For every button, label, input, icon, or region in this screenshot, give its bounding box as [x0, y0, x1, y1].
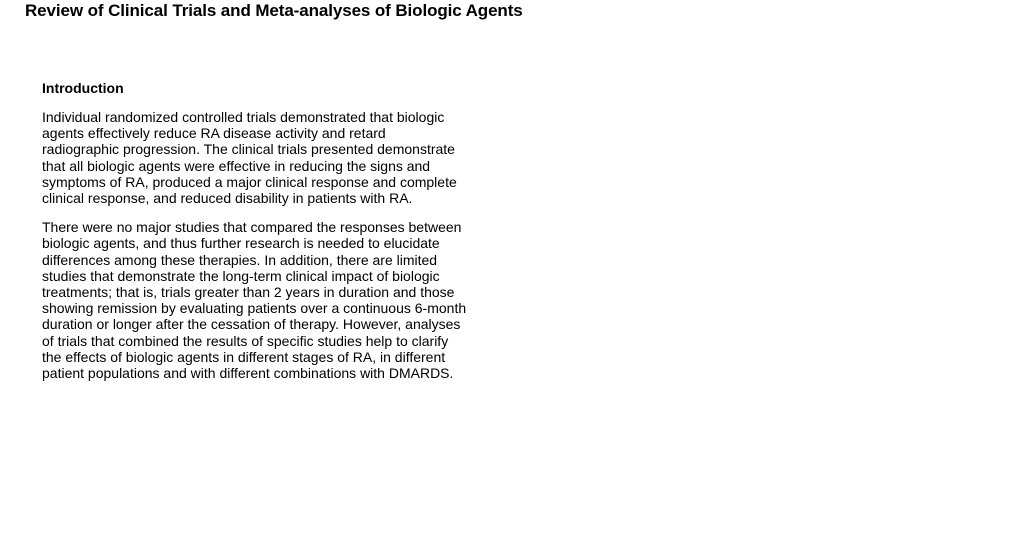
page-title: Review of Clinical Trials and Meta-analyses of Biologic Agents	[25, 1, 523, 20]
section-heading: Introduction	[42, 80, 124, 96]
document-body	[42, 80, 482, 394]
paragraph-1: Individual randomized controlled trials demonstrated that biologic agents effectively reduce RA disease activity and retard radiographic progression. The clinical trials presented demonstrate that all biologic agents were effective in reducing the signs and symptoms of RA, produced a major clinical response and complete clinical response, and reduced disability in patients with RA.	[42, 109, 457, 207]
paragraph-2: There were no major studies that compared the responses between biologic agents, and thus further research is needed to elucidate differences among these therapies. In addition, there are limited studies that demonstrate the long-term clinical impact of biologic treatments; that is, trials greater than 2 years in duration and those showing remission by evaluating patients over a continuous 6-month duration or longer after the cessation of therapy. However, analyses of trials that combined the results of specific studies help to clarify the effects of biologic agents in different stages of RA, in different patient populations and with different combinations with DMARDS.	[42, 219, 467, 382]
